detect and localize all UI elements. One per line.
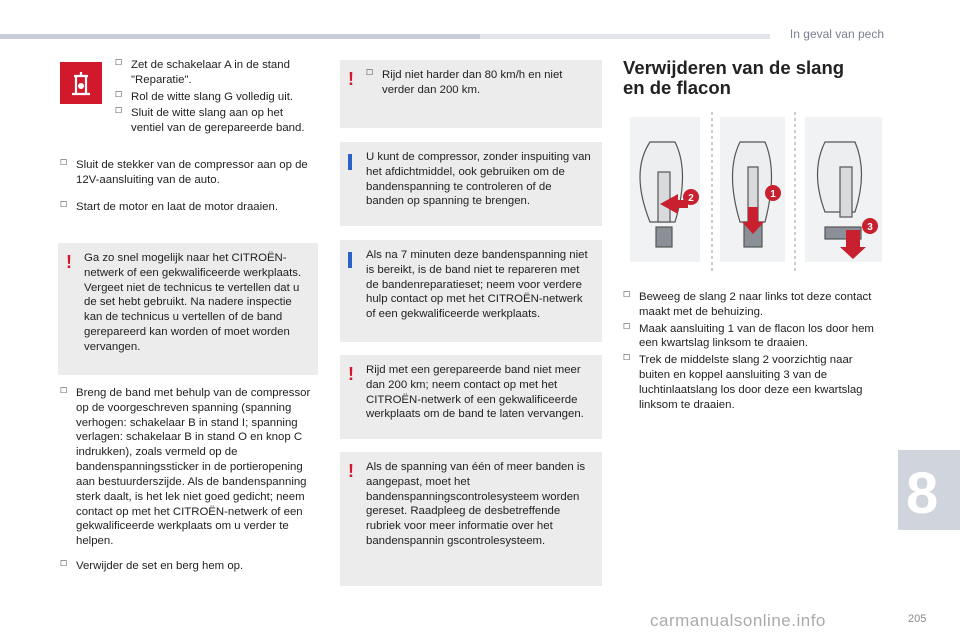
header-bar-light — [480, 34, 770, 39]
callout-2 — [683, 189, 699, 205]
removal-steps — [623, 290, 878, 415]
list-item: ☐ Zet de schakelaar A in de stand "Reparatie". — [115, 58, 315, 88]
svg-text:3: 3 — [867, 222, 873, 233]
warning-box-4 — [340, 452, 602, 586]
warning-text: Rijd met een gerepareerde band niet meer dan 200 km; neem contact op met het CITROËN-netwerk of een gekwalificeerde werkplaats om de band te laten vervangen. — [366, 364, 584, 421]
warning-box-2 — [340, 60, 602, 128]
info-text: Als na 7 minuten deze bandenspanning niet is bereikt, is de band niet te repareren met de bandenreparatieset; neem voor verdere hulp contact op met het CITROËN-netwerk of een gekwalificeerde werkplaats. — [366, 249, 588, 321]
info-icon — [348, 154, 352, 170]
warning-text: Als de spanning van één of meer banden is aangepast, moet het bandenspanningscontrolesysteem worden gereset. Raadpleeg de desbetreffende rubriek voor meer informatie over het bandenspannin gscontrolesysteem. — [366, 461, 586, 548]
mode-icon — [60, 62, 102, 104]
header-bar — [0, 34, 480, 39]
compressor-steps — [60, 158, 315, 216]
pressure-steps — [60, 386, 315, 576]
section-title: Verwijderen van de slang en de flacon — [623, 57, 845, 99]
callout-1 — [765, 185, 781, 201]
svg-text:1: 1 — [770, 189, 776, 200]
list-item: ☐ Sluit de witte slang aan op het ventiel van de gerepareerde band. — [115, 106, 315, 136]
info-box-1 — [340, 142, 602, 226]
info-box-2 — [340, 240, 602, 342]
top-steps — [115, 58, 315, 138]
svg-text:2: 2 — [688, 193, 694, 204]
info-text: U kunt de compressor, zonder inspuiting van het afdichtmiddel, ook gebruiken om de bandenspanning te controleren of de banden op spanning te brengen. — [366, 151, 591, 208]
list-item: ☐ Beweeg de slang 2 naar links tot deze contact maakt met de behuizing. — [623, 290, 878, 320]
warning-icon: ! — [348, 461, 354, 481]
list-item: ☐ Verwijder de set en berg hem op. — [60, 559, 315, 574]
warning-text: Ga zo snel mogelijk naar het CITROËN-netwerk of een gekwalificeerde werkplaats. Vergeet niet de technicus te vertellen dat u de set hebt gebruikt. Na nadere inspectie kan de technicus u vertellen of de band gerepareerd kan worden of moet worden vervangen. — [84, 252, 302, 353]
list-item: ☐ Breng de band met behulp van de compressor op de voorgeschreven spanning (spanning verhogen: schakelaar B in stand I; spanning verlagen: schakelaar B in stand O en knop C indrukken), zoals vermeld op de bandenspanningssticker in de portieropening aan bestuurderszijde. Als de bandenspanning sterk daalt, is het lek niet goed gedicht; neem contact op met het CITROËN-netwerk of een gekwalificeerde werkplaats om u verder te helpen. — [60, 386, 315, 549]
info-icon — [348, 252, 352, 268]
list-item: ☐ Maak aansluiting 1 van de flacon los door hem een kwartslag linksom te draaien. — [623, 322, 878, 352]
warning-icon: ! — [348, 69, 354, 89]
warning-icon: ! — [348, 364, 354, 384]
section-tab: 8 — [898, 450, 960, 530]
repair-mode-icon — [60, 62, 102, 104]
list-item: ☐ Trek de middelste slang 2 voorzichtig naar buiten en koppel aansluiting 3 van de luchtinlaatslang los door deze een kwartslag linksom te draaien. — [623, 353, 878, 412]
list-item: ☐ Start de motor en laat de motor draaien. — [60, 200, 315, 215]
page-number: 205 — [908, 613, 927, 625]
list-item: ☐ Sluit de stekker van de compressor aan op de 12V-aansluiting van de auto. — [60, 158, 315, 188]
watermark: carmanualsonline.info — [650, 611, 826, 630]
warning-box-1 — [58, 243, 318, 375]
warning-box-3 — [340, 355, 602, 439]
hose-removal-illustration — [620, 112, 890, 277]
warning-icon: ! — [66, 252, 72, 272]
list-item: ☐ Rol de witte slang G volledig uit. — [115, 90, 315, 105]
list-item: ☐ Rijd niet harder dan 80 km/h en niet verder dan 200 km. — [366, 68, 592, 98]
callout-3 — [862, 218, 878, 234]
chapter-title: In geval van pech — [789, 27, 884, 41]
